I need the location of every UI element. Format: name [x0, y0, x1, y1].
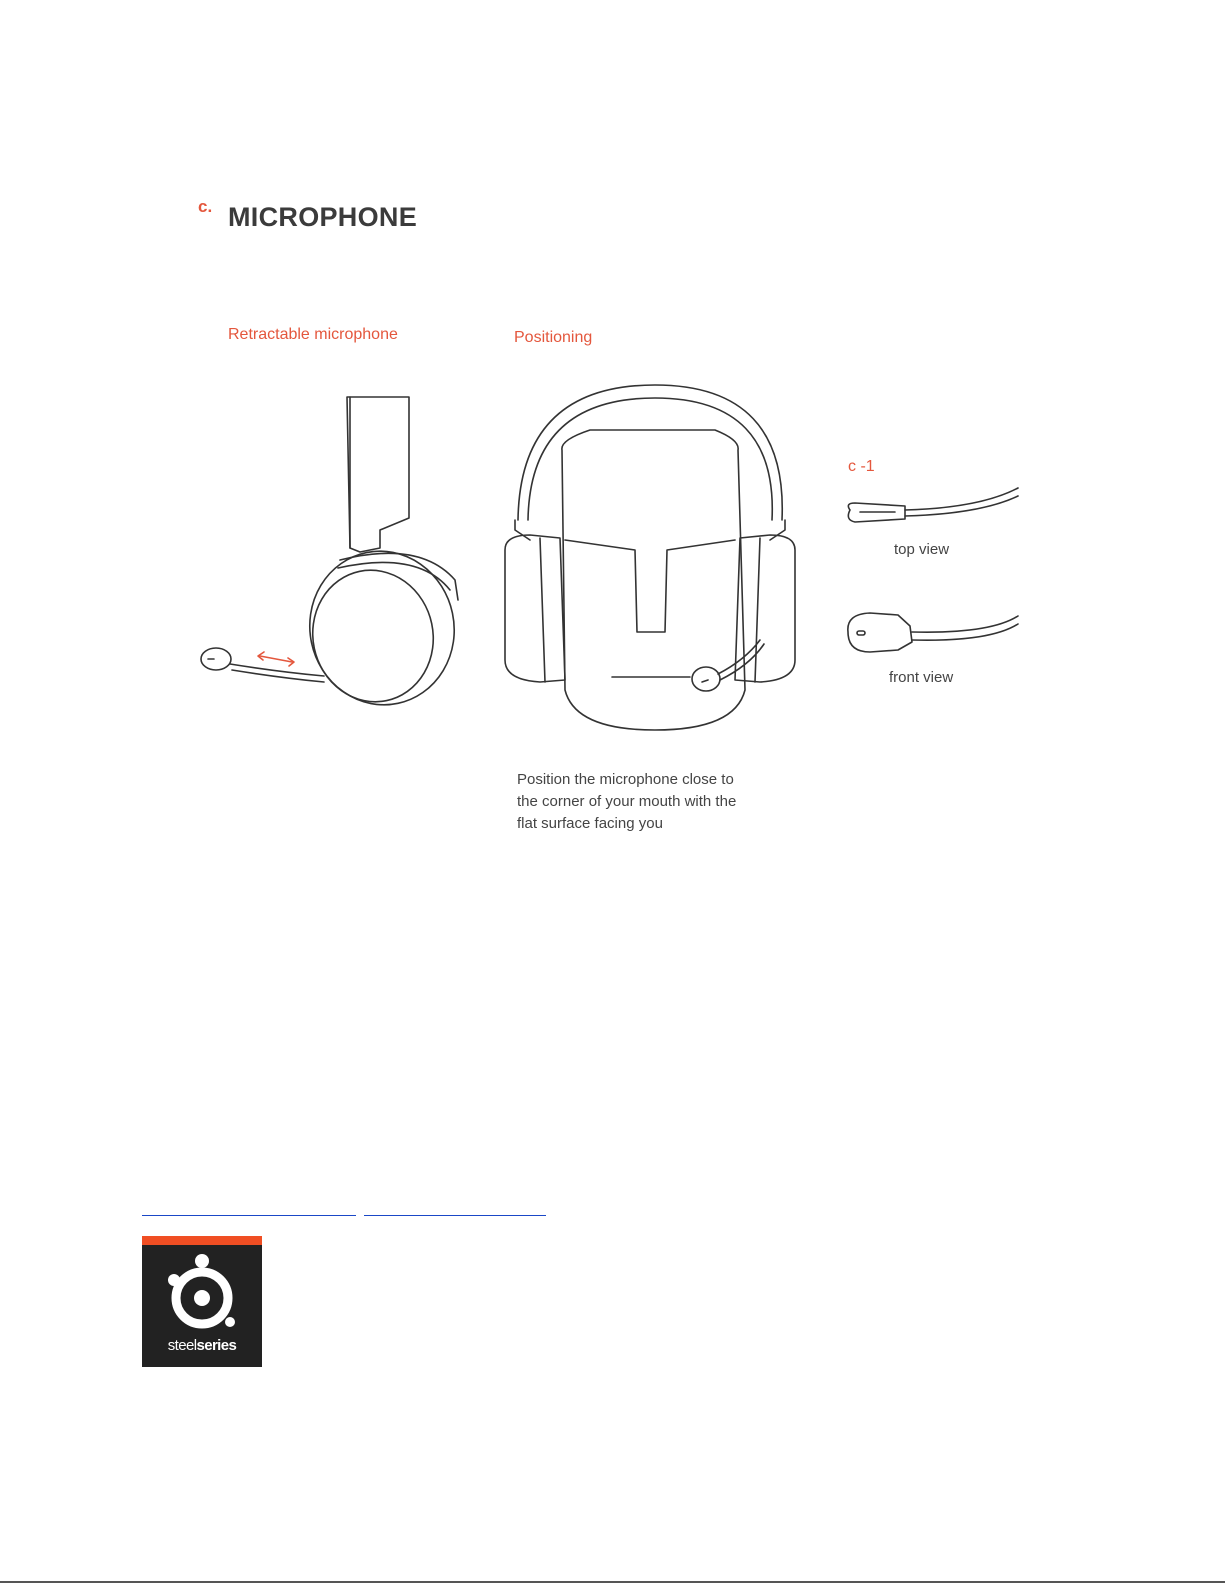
- svg-text:steelseries: steelseries: [167, 1337, 237, 1354]
- retractable-microphone-label: Retractable microphone: [228, 326, 398, 343]
- positioning-caption: [517, 769, 817, 835]
- footer-links: [142, 1199, 546, 1219]
- c1-label: c -1: [848, 458, 875, 475]
- head-with-headset-illustration: [505, 385, 795, 730]
- section-letter: c.: [198, 197, 213, 216]
- caption-line: the corner of your mouth with the: [517, 793, 737, 810]
- double-arrow-icon: [258, 652, 294, 666]
- footer-link[interactable]: [364, 1199, 546, 1216]
- page-bottom-rule: [0, 1581, 1225, 1583]
- front-view-label: front view: [889, 669, 954, 686]
- footer-link[interactable]: [142, 1199, 356, 1216]
- mic-front-view-illustration: [848, 613, 1018, 652]
- caption-line: Position the microphone close to: [517, 771, 734, 788]
- positioning-label: Positioning: [514, 329, 593, 346]
- section-title: MICROPHONE: [228, 202, 418, 232]
- caption-line: flat surface facing you: [517, 815, 663, 832]
- steelseries-logo: [142, 1236, 262, 1367]
- side-view-headset-illustration: [201, 397, 468, 718]
- top-view-label: top view: [894, 541, 950, 558]
- mic-top-view-illustration: [848, 488, 1018, 522]
